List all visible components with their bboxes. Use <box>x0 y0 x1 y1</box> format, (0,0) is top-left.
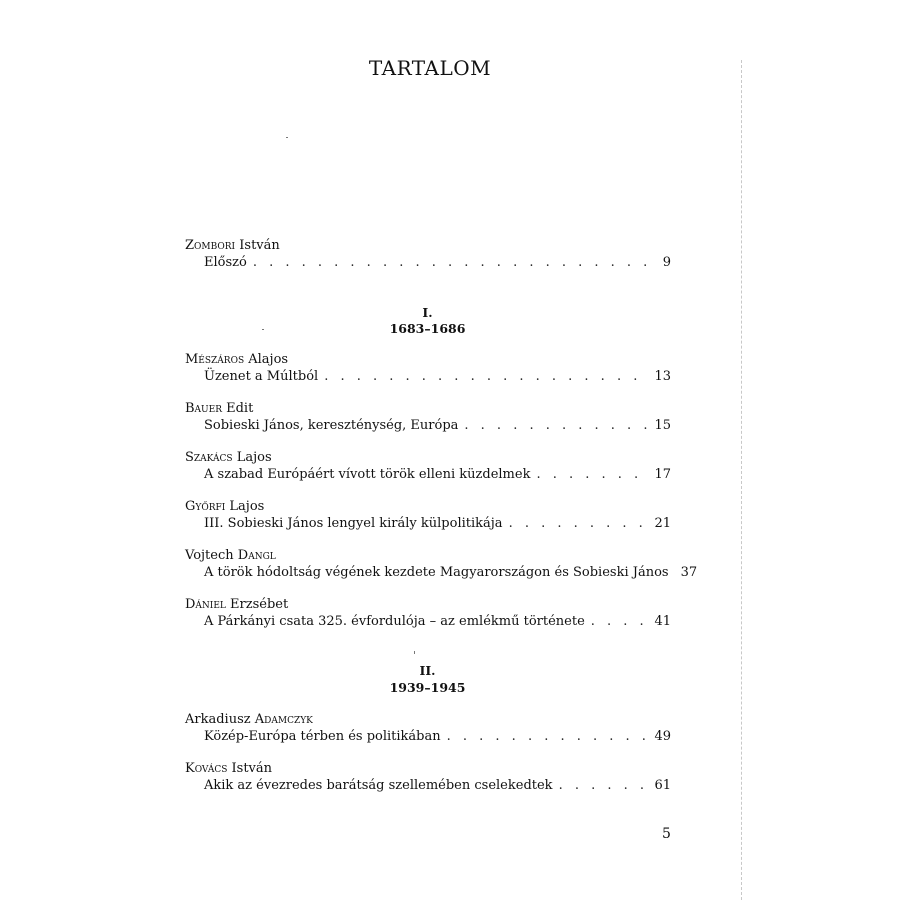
toc-entry[interactable] <box>204 778 671 796</box>
entry-page-number: 13 <box>654 369 671 384</box>
toc-entry[interactable] <box>204 467 671 485</box>
entry-page-number: 37 <box>680 565 698 580</box>
entry-page-number: 9 <box>662 255 671 270</box>
toc-entry[interactable] <box>204 565 698 583</box>
author-surname: Mészáros <box>185 352 245 367</box>
toc-author <box>185 450 272 466</box>
scan-speck <box>286 137 288 138</box>
toc-author <box>185 499 264 515</box>
author-given-name: Lajos <box>236 450 272 465</box>
entry-title: Előszó <box>204 255 247 270</box>
toc-author <box>185 238 280 254</box>
entry-title: III. Sobieski János lengyel király külpolitikája <box>204 516 503 531</box>
toc-author <box>185 761 272 777</box>
author-surname: Győrfi <box>185 499 226 514</box>
dot-leader <box>324 369 648 384</box>
toc-author <box>185 548 276 564</box>
dot-leader <box>536 467 648 482</box>
author-surname: Dangl <box>237 548 276 563</box>
entry-title: Közép-Európa térben és politikában <box>204 729 441 744</box>
author-surname: Kovács <box>185 761 228 776</box>
section-numeral: I. <box>422 305 433 320</box>
toc-author <box>185 712 313 728</box>
dot-leader <box>509 516 649 531</box>
page-number: 5 <box>662 826 671 842</box>
author-given-name: Edit <box>226 401 254 416</box>
entry-title: Akik az évezredes barátság szellemében cselekedtek <box>204 778 553 793</box>
toc-entry[interactable] <box>204 369 671 387</box>
author-given-name: István <box>239 238 280 253</box>
section-years: 1683–1686 <box>389 321 466 336</box>
section-numeral: II. <box>419 663 436 678</box>
toc-author <box>185 352 288 368</box>
entry-page-number: 15 <box>654 418 671 433</box>
toc-entry[interactable] <box>204 614 671 632</box>
toc-entry[interactable] <box>204 255 671 273</box>
entry-page-number: 21 <box>654 516 671 531</box>
scan-speck <box>414 651 415 654</box>
entry-page-number: 17 <box>654 467 671 482</box>
dot-leader <box>559 778 649 793</box>
author-given-name: István <box>231 761 273 776</box>
dot-leader <box>591 614 649 629</box>
author-surname: Adamczyk <box>254 712 313 727</box>
author-given-name: Lajos <box>229 499 265 514</box>
page-edge-line <box>741 60 742 900</box>
entry-title: A szabad Európáért vívott török elleni küzdelmek <box>204 467 531 482</box>
dot-leader <box>464 418 648 433</box>
toc-author <box>185 597 288 613</box>
entry-title: A Párkányi csata 325. évfordulója – az emlékmű története <box>204 614 585 629</box>
author-given-name: Erzsébet <box>230 597 289 612</box>
author-surname: Dániel <box>185 597 226 612</box>
entry-title: Sobieski János, kereszténység, Európa <box>204 418 459 433</box>
dot-leader <box>253 255 653 270</box>
author-surname: Szakács <box>185 450 233 465</box>
entry-page-number: 49 <box>654 729 671 744</box>
entry-page-number: 61 <box>654 778 671 793</box>
author-surname: Bauer <box>185 401 222 416</box>
page-title: TARTALOM <box>368 56 492 80</box>
author-given-name: Vojtech <box>185 548 234 563</box>
toc-author <box>185 401 253 417</box>
toc-entry[interactable] <box>204 729 671 747</box>
author-given-name: Alajos <box>248 352 289 367</box>
author-surname: Zombori <box>185 238 236 253</box>
entry-title: A török hódoltság végének kezdete Magyarországon és Sobieski János <box>204 565 669 580</box>
toc-entry[interactable] <box>204 516 671 534</box>
dot-leader <box>447 729 649 744</box>
section-years: 1939–1945 <box>389 680 466 695</box>
author-given-name: Arkadiusz <box>185 712 251 727</box>
entry-title: Üzenet a Múltból <box>204 369 319 384</box>
toc-entry[interactable] <box>204 418 671 436</box>
entry-page-number: 41 <box>654 614 671 629</box>
